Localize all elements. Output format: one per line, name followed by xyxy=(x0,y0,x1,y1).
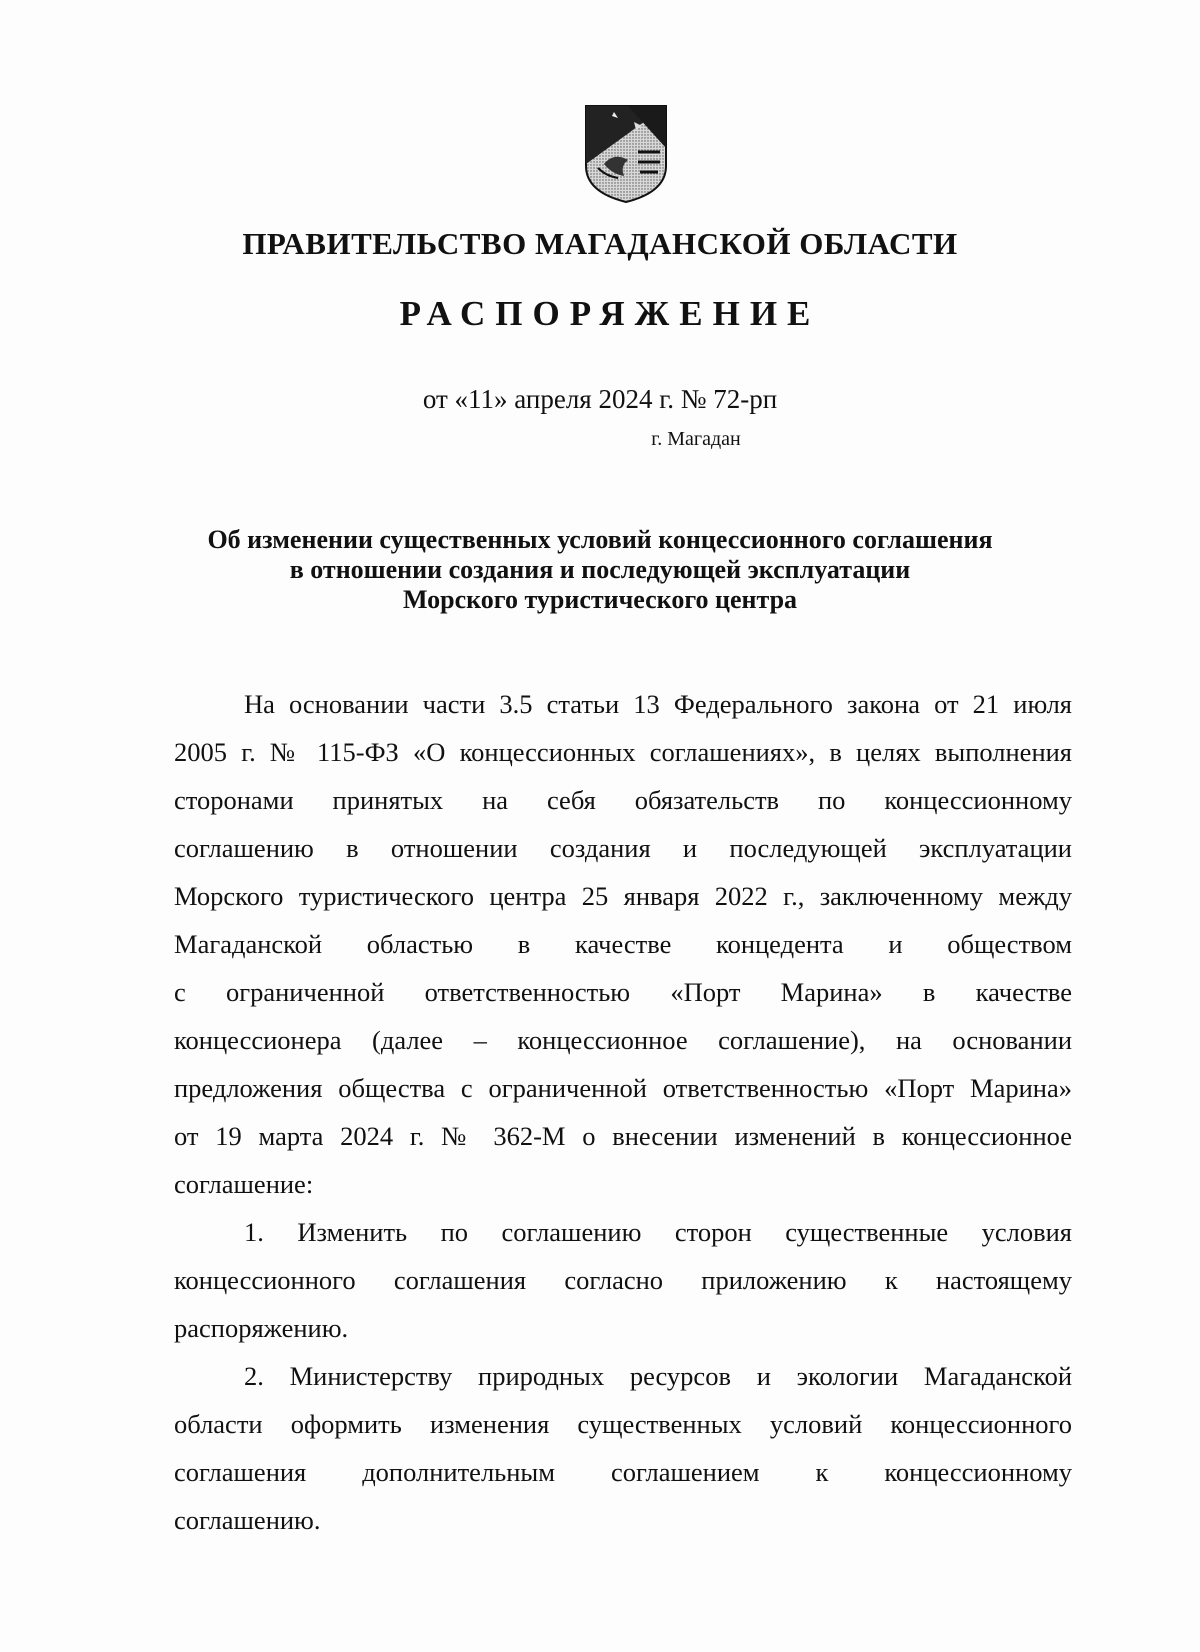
text-line: Магаданской областью в качестве концедента и обществом xyxy=(174,929,1072,959)
document-type: РАСПОРЯЖЕНИЕ xyxy=(399,294,821,333)
document-date-number: от «11» апреля 2024 г. № 72-рп xyxy=(422,384,778,414)
text-line: Морского туристического центра 25 января 2022 г., заключенному между xyxy=(174,881,1072,911)
paragraph-item-2 xyxy=(174,1352,1072,1544)
text-line: от 19 марта 2024 г. № 362-М о внесении изменений в концессионное xyxy=(174,1121,1072,1151)
text-line: 2005 г. № 115-ФЗ «О концессионных соглашениях», в целях выполнения xyxy=(174,737,1072,767)
text-line: соглашению. xyxy=(174,1505,321,1535)
text-line: распоряжению. xyxy=(174,1313,349,1343)
text-line: сторонами принятых на себя обязательств по концессионному xyxy=(174,785,1072,815)
text-line: 1. Изменить по соглашению сторон существенные условия xyxy=(244,1217,1072,1247)
text-line: соглашению в отношении создания и последующей эксплуатации xyxy=(174,833,1072,863)
text-line: концессионера (далее – концессионное соглашение), на основании xyxy=(174,1025,1072,1055)
paragraph-preamble xyxy=(174,680,1072,1208)
text-line: области оформить изменения существенных условий концессионного xyxy=(174,1409,1072,1439)
document-subject xyxy=(0,525,1200,615)
text-line: На основании части 3.5 статьи 13 Федерального закона от 21 июля xyxy=(244,689,1072,719)
text-line: концессионного соглашения согласно приложению к настоящему xyxy=(174,1265,1072,1295)
text-line: предложения общества с ограниченной ответственностью «Порт Марина» xyxy=(174,1073,1072,1103)
government-title: ПРАВИТЕЛЬСТВО МАГАДАНСКОЙ ОБЛАСТИ xyxy=(242,226,958,261)
text-line: с ограниченной ответственностью «Порт Марина» в качестве xyxy=(174,977,1072,1007)
paragraph-item-1 xyxy=(174,1208,1072,1352)
subject-line: в отношении создания и последующей эксплуатации xyxy=(289,555,911,584)
text-line: 2. Министерству природных ресурсов и экологии Магаданской xyxy=(244,1361,1072,1391)
document-city: г. Магадан xyxy=(651,428,741,450)
text-line: соглашение: xyxy=(174,1169,314,1199)
subject-line: Об изменении существенных условий концессионного соглашения xyxy=(207,525,993,554)
subject-line: Морского туристического центра xyxy=(402,585,798,614)
coat-of-arms-emblem xyxy=(584,104,668,204)
text-line: соглашения дополнительным соглашением к концессионному xyxy=(174,1457,1072,1487)
